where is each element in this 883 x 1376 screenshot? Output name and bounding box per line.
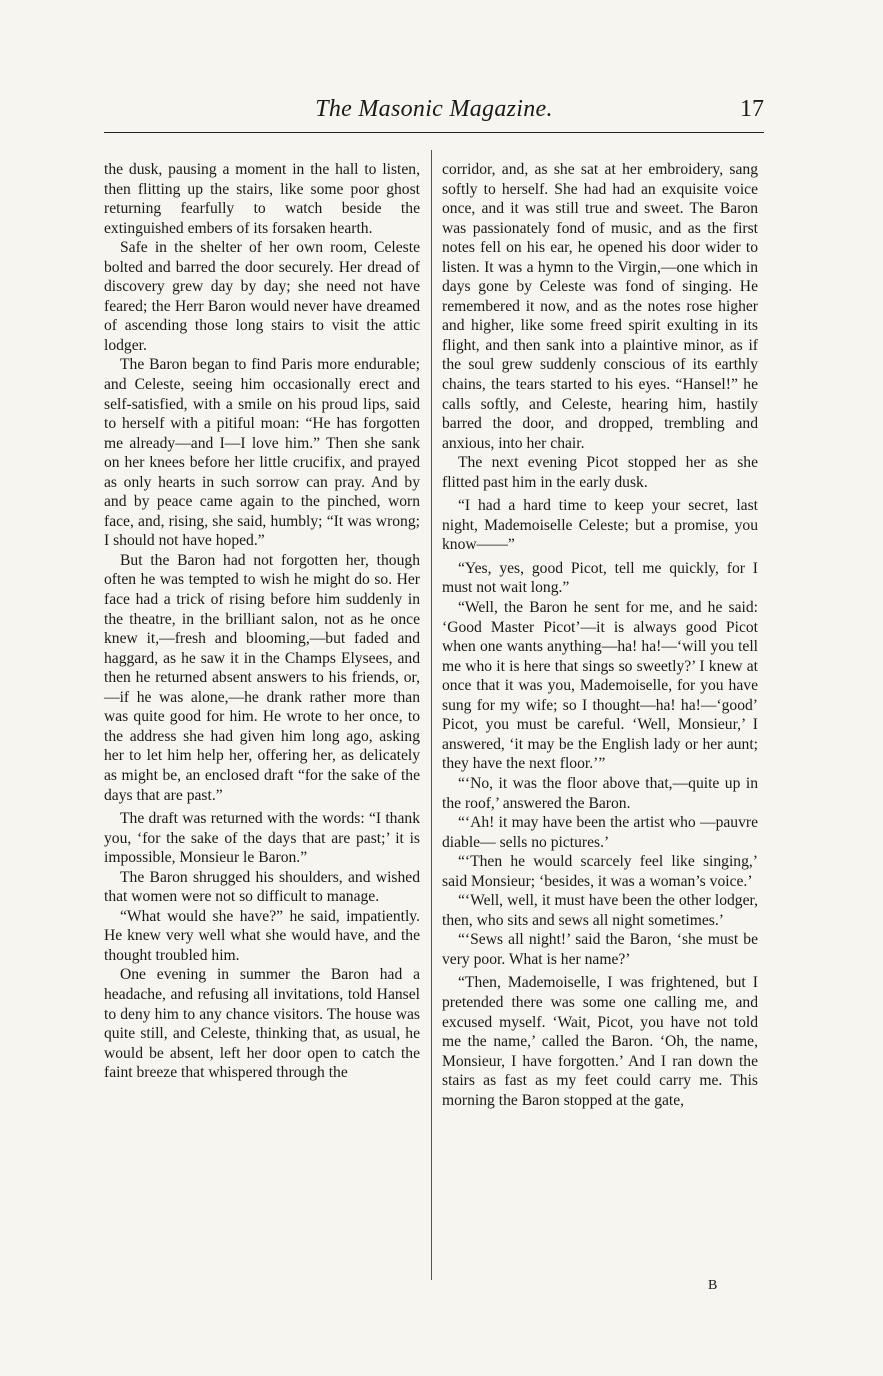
paragraph: The Baron began to find Paris more endurable; and Celeste, seeing him occasionally erect and self-satisfied, with a smile on his proud lips, said to herself with a pitiful moan: “He has forgotten me already—and I—I love him.” Then she sank on her knees before her little crucifix, and prayed as only hearts in such sorrow can pray. And by and by peace came again to the pinched, worn face, and, rising, she said, humbly; “It was wrong; I should not have hoped.”	[104, 356, 420, 550]
right-column	[442, 160, 758, 1110]
paragraph: “Yes, yes, good Picot, tell me quickly, for I must not wait long.”	[442, 559, 758, 597]
signature-mark: B	[708, 1278, 718, 1293]
paragraph: The next evening Picot stopped her as she flitted past him in the early dusk.	[442, 454, 758, 491]
left-column	[104, 160, 420, 1083]
paragraph: “What would she have?” he said, impatiently. He knew very well what she would have, and the thought troubled him.	[104, 907, 420, 964]
header-rule	[104, 132, 764, 133]
paragraph: “Then, Mademoiselle, I was frightened, but I pretended there was some one calling me, and excused myself. ‘Wait, Picot, you have not told me the name,’ called the Baron. ‘Oh, the name, Monsieur, I have forgotten.’ And I ran down the stairs as fast as my feet could carry me. This morning the Baron stopped at the gate,	[442, 974, 758, 1109]
paragraph: “‘Then he would scarcely feel like singing,’ said Monsieur; ‘besides, it was a woman’s voice.’	[442, 853, 758, 890]
paragraph: Safe in the shelter of her own room, Celeste bolted and barred the door securely. Her dread of discovery grew day by day; she need not have feared; the Herr Baron would never have dreamed of ascending those long stairs to visit the attic lodger.	[104, 239, 420, 354]
paragraph: The Baron shrugged his shoulders, and wished that women were not so difficult to manage.	[104, 868, 420, 906]
column-divider	[431, 150, 432, 1280]
paragraph: “I had a hard time to keep your secret, last night, Mademoiselle Celeste; but a promise, you know——”	[442, 497, 758, 554]
paragraph: “‘No, it was the floor above that,—quite up in the roof,’ answered the Baron.	[442, 774, 758, 812]
paragraph: One evening in summer the Baron had a headache, and refusing all invitations, told Hansel to deny him to any chance visitors. The house was quite still, and Celeste, thinking that, as usual, he would be absent, left her door open to catch the faint breeze that whispered through the	[104, 966, 420, 1082]
running-title: The Masonic Magazine.	[315, 96, 553, 122]
paragraph: “‘Sews all night!’ said the Baron, ‘she must be very poor. What is her name?’	[442, 931, 758, 968]
paragraph: The draft was returned with the words: “I thank you, ‘for the sake of the days that are past;’ it is impossible, Monsieur le Baron.”	[104, 810, 420, 867]
paragraph: “‘Ah! it may have been the artist who —pauvre diable— sells no pictures.’	[442, 814, 758, 851]
paragraph: But the Baron had not forgotten her, though often he was tempted to wish he might do so. Her face had a trick of rising before him suddenly in the theatre, in the brilliant salon, not as he once knew it,—fresh and blooming,—but faded and haggard, as he saw it in the Champs Elysees, and then he returned absent answers to his friends, or,—if he was alone,—he drank rather more than was quite good for him. He wrote to her once, to the address she had given him long ago, asking her to let him help her, offering her, as delicately as might be, an enclosed draft “for the sake of the days that are past.”	[104, 551, 420, 804]
paragraph: “Well, the Baron he sent for me, and he said: ‘Good Master Picot’—it is always good Picot when one wants anything—ha! ha!—‘will you tell me who it is here that sings so sweetly?’ I knew at once that it was you, Mademoiselle, for you have sung for my wife; so I thought—ha! ha!—‘good’ Picot, you must be careful. ‘Well, Monsieur,’ I answered, ‘it may be the English lady or her aunt; they have the next floor.’”	[442, 599, 758, 773]
page-header	[104, 96, 764, 130]
paragraph: corridor, and, as she sat at her embroidery, sang softly to herself. She had had an exquisite voice once, and it was still true and sweet. The Baron was passionately fond of music, and as the first notes fell on his ear, he opened his door wider to listen. It was a hymn to the Virgin,—one which in days gone by Celeste was fond of singing. He remembered it now, and as the notes rose higher and higher, like some freed spirit exulting in its flight, and then sank into a plaintive minor, as if the soul grew suddenly conscious of its earthly chains, the tears started to his eyes. “Hansel!” he calls softly, and Celeste, hearing him, hastily barred the door, and dropped, trembling and anxious, into her chair.	[442, 161, 758, 452]
page-number: 17	[740, 96, 764, 122]
paragraph: the dusk, pausing a moment in the hall to listen, then flitting up the stairs, like some poor ghost returning fearfully to watch beside the extinguished embers of its forsaken hearth.	[104, 161, 420, 237]
paragraph: “‘Well, well, it must have been the other lodger, then, who sits and sews all night sometimes.’	[442, 892, 758, 929]
